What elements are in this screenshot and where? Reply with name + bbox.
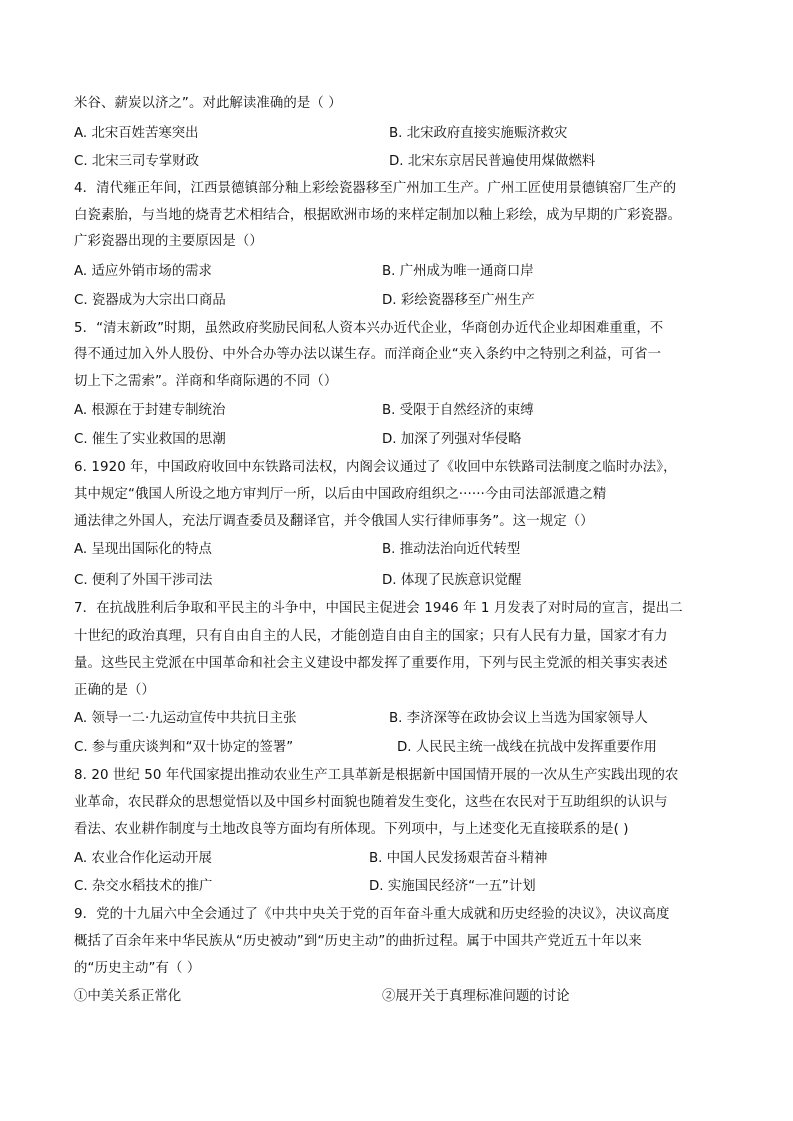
q8-option-d: D. 实施国民经济“一五”计划 <box>369 879 536 894</box>
q6-option-a: A. 呈现出国际化的特点 <box>74 542 212 557</box>
q4-option-b: B. 广州成为唯一通商口岸 <box>382 264 534 279</box>
q3-option-d: D. 北宋东京居民普遍使用煤做燃料 <box>389 154 596 169</box>
q3-option-a: A. 北宋百姓苦寒突出 <box>74 126 199 141</box>
q9-stem-line-2: 概括了百余年来中华民族从“历史被动”到“历史主动”的曲折过程。属于中国共产党近五十年以来 <box>74 934 642 949</box>
q5-stem-line-3: 切上下之需索”。洋商和华商际遇的不同（） <box>74 374 338 389</box>
q6-option-b: B. 推动法治向近代转型 <box>382 542 521 557</box>
q6-stem-line-2: 其中规定“俄国人所设之地方审判厅一所，以后由中国政府组织之······今由司法部派遣之精 <box>74 487 607 502</box>
q7-option-c: C. 参与重庆谈判和“双十协定的签署” <box>74 740 294 755</box>
q5-option-b: B. 受限于自然经济的束缚 <box>382 403 534 418</box>
q3-option-c: C. 北宋三司专掌财政 <box>74 154 199 169</box>
q4-option-a: A. 适应外销市场的需求 <box>74 264 212 279</box>
q5-option-d: D. 加深了列强对华侵略 <box>382 432 522 447</box>
q9-stem-line-3: 的“历史主动”有（ ） <box>74 961 201 976</box>
q7-stem-line-2: 十世纪的政治真理，只有自由自主的人民，才能创造自由自主的国家；只有人民有力量，国家才有力 <box>74 629 668 644</box>
q5-option-a: A. 根源在于封建专制统治 <box>74 403 226 418</box>
q7-option-d: D. 人民民主统一战线在抗战中发挥重要作用 <box>397 740 657 755</box>
q9-item-1: ①中美关系正常化 <box>74 989 182 1004</box>
q4-option-c: C. 瓷器成为大宗出口商品 <box>74 293 226 308</box>
q5-stem-line-2: 得不通过加入外人股份、中外合办等办法以谋生存。而洋商企业“夹入条约中之特别之利益，可省一 <box>74 347 662 362</box>
q7-stem-line-1: 7．在抗战胜利后争取和平民主的斗争中，中国民主促进会 1946 年 1 月发表了对时局的宣言，提出二 <box>74 601 683 616</box>
q8-option-b: B. 中国人民发扬艰苦奋斗精神 <box>369 851 548 866</box>
q4-stem-line-1: 4．清代雍正年间，江西景德镇部分釉上彩绘瓷器移至广州加工生产。广州工匠使用景德镇窑厂生产的 <box>74 181 677 196</box>
q5-option-c: C. 催生了实业救国的思潮 <box>74 432 226 447</box>
q7-stem-line-4: 正确的是（） <box>74 683 155 698</box>
q6-option-d: D. 体现了民族意识觉醒 <box>382 573 522 588</box>
q6-stem-line-3: 通法律之外国人，充法厅调查委员及翻译官，并令俄国人实行律师事务”。这一规定（） <box>74 514 594 529</box>
q3-stem-continuation: 米谷、薪炭以济之”。对此解读准确的是（ ） <box>74 96 342 111</box>
q6-stem-line-1: 6. 1920 年，中国政府收回中东铁路司法权，内阁会议通过了《收回中东铁路司法制度之临时办法》， <box>74 460 677 475</box>
q4-option-d: D. 彩绘瓷器移至广州生产 <box>382 293 535 308</box>
q3-option-b: B. 北宋政府直接实施赈济救灾 <box>389 126 568 141</box>
q7-option-b: B. 李济深等在政协会议上当选为国家领导人 <box>389 711 648 726</box>
q8-option-a: A. 农业合作化运动开展 <box>74 851 212 866</box>
q7-option-a: A. 领导一二·九运动宣传中共抗日主张 <box>74 711 297 726</box>
q4-stem-line-2: 白瓷素胎，与当地的烧青艺术相结合，根据欧洲市场的来样定制加以釉上彩绘，成为早期的广彩瓷器。 <box>74 208 682 223</box>
q8-stem-line-2: 业革命，农民群众的思想觉悟以及中国乡村面貌也随着发生变化，这些在农民对于互助组织的认识与 <box>74 795 668 810</box>
q4-stem-line-3: 广彩瓷器出现的主要原因是（） <box>74 234 263 249</box>
q9-stem-line-1: 9．党的十九届六中全会通过了《中共中央关于党的百年奋斗重大成就和历史经验的决议》，决议高度 <box>74 907 670 922</box>
q8-option-c: C. 杂交水稻技术的推广 <box>74 879 213 894</box>
q5-stem-line-1: 5．“清末新政”时期，虽然政府奖励民间私人资本兴办近代企业，华商创办近代企业却困难重重，不 <box>74 321 664 336</box>
q8-stem-line-1: 8. 20 世纪 50 年代国家提出推动农业生产工具革新是根据新中国国情开展的一次从生产实践出现的农 <box>74 768 679 783</box>
q7-stem-line-3: 量。这些民主党派在中国革命和社会主义建设中都发挥了重要作用，下列与民主党派的相关事实表述 <box>74 656 668 671</box>
q9-item-2: ②展开关于真理标准问题的讨论 <box>382 989 570 1004</box>
q8-stem-line-3: 看法、农业耕作制度与土地改良等方面均有所体现。下列项中，与上述变化无直接联系的是( ) <box>74 822 629 837</box>
q6-option-c: C. 便利了外国干涉司法 <box>74 573 213 588</box>
